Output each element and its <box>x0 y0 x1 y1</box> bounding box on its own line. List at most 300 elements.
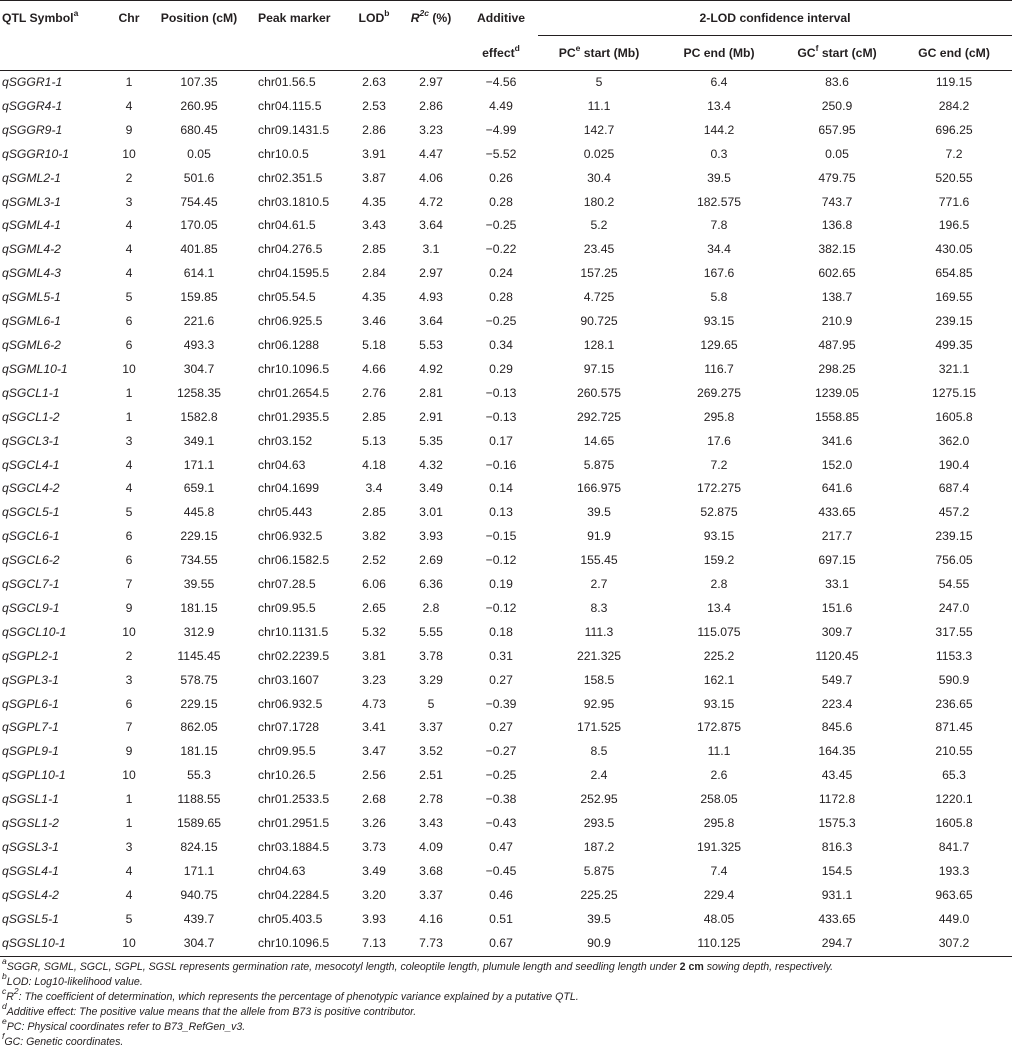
cell-qtl-symbol: qSGCL1-2 <box>2 409 60 424</box>
cell-r2: 5.55 <box>419 624 443 639</box>
cell-peak-marker: chr09.95.5 <box>258 600 316 615</box>
cell-lod: 4.18 <box>362 457 386 472</box>
cell-gc-start: 33.1 <box>825 577 849 592</box>
cell-gc-end: 284.2 <box>938 98 970 113</box>
cell-qtl-symbol: qSGGR9-1 <box>2 122 63 137</box>
cell-r2: 4.16 <box>419 911 443 926</box>
cell-qtl-symbol: qSGML3-1 <box>2 194 61 209</box>
cell-chr: 6 <box>125 529 133 544</box>
cell-position: 754.45 <box>180 194 218 209</box>
cell-gc-start: 1239.05 <box>814 385 860 400</box>
header-additive-line2: effect$^d$ <box>464 36 538 71</box>
cell-pc-start: 8.3 <box>590 600 608 615</box>
cell-gc-end: 457.2 <box>938 505 970 520</box>
cell-r2: 3.49 <box>419 481 443 496</box>
cell-position: 614.1 <box>183 266 215 281</box>
cell-peak-marker: chr10.1096.5 <box>258 361 330 376</box>
cell-qtl-symbol: qSGCL6-1 <box>2 529 60 544</box>
table-row <box>0 358 1012 382</box>
cell-lod: 5.32 <box>362 624 386 639</box>
table-row <box>0 788 1012 812</box>
cell-additive-effect: −0.45 <box>485 863 517 878</box>
cell-position: 171.1 <box>183 863 215 878</box>
cell-pc-end: 167.6 <box>703 266 735 281</box>
cell-position: 107.35 <box>180 75 218 89</box>
cell-pc-end: 34.4 <box>707 242 731 257</box>
cell-position: 862.05 <box>180 720 218 735</box>
cell-qtl-symbol: qSGCL1-1 <box>2 385 60 400</box>
cell-r2: 3.68 <box>419 863 443 878</box>
cell-gc-end: 1275.15 <box>931 385 977 400</box>
cell-pc-start: 5.875 <box>583 457 615 472</box>
cell-position: 181.15 <box>180 600 218 615</box>
cell-lod: 3.93 <box>362 911 386 926</box>
cell-peak-marker: chr09.1431.5 <box>258 122 330 137</box>
cell-r2: 5.35 <box>419 433 443 448</box>
cell-pc-start: 0.025 <box>583 146 615 161</box>
cell-r2: 2.86 <box>419 98 443 113</box>
cell-lod: 2.53 <box>362 98 386 113</box>
cell-pc-end: 115.075 <box>697 624 741 639</box>
cell-position: 39.55 <box>183 577 215 592</box>
cell-gc-end: 687.4 <box>938 481 970 496</box>
cell-r2: 3.64 <box>419 314 443 329</box>
cell-lod: 4.35 <box>362 290 386 305</box>
cell-pc-start: 158.5 <box>583 672 615 687</box>
cell-position: 439.7 <box>183 911 215 926</box>
cell-lod: 4.35 <box>362 194 386 209</box>
cell-pc-start: 30.4 <box>587 170 611 185</box>
cell-additive-effect: −4.99 <box>485 122 517 137</box>
cell-chr: 4 <box>125 887 133 902</box>
cell-qtl-symbol: qSGCL4-2 <box>2 481 60 496</box>
cell-qtl-symbol: qSGSL10-1 <box>0 932 110 956</box>
cell-qtl-symbol: qSGML10-1 <box>2 361 68 376</box>
cell-position: 1145.45 <box>177 648 221 663</box>
footnote-d: $^d$Additive effect: The positive value means that the allele from B73 is positive contributor. <box>2 1001 417 1018</box>
cell-gc-start: 217.7 <box>821 529 853 544</box>
cell-gc-end: 841.7 <box>938 840 970 854</box>
cell-lod: 3.26 <box>362 816 386 831</box>
cell-gc-start: 136.8 <box>821 218 853 233</box>
cell-pc-end: 172.275 <box>696 481 742 496</box>
cell-additive-effect: 4.49 <box>489 98 513 113</box>
cell-lod: 6.06 <box>362 577 386 592</box>
cell-pc-start: 260.575 <box>576 385 622 400</box>
cell-pc-end: 5.8 <box>710 290 728 305</box>
cell-r2: 4.09 <box>419 840 443 854</box>
cell-additive-effect: −0.25 <box>485 218 517 233</box>
table-row <box>0 812 1012 836</box>
cell-pc-start: 91.9 <box>587 529 611 544</box>
cell-pc-end: 17.6 <box>707 433 731 448</box>
cell-r2: 6.36 <box>419 577 443 592</box>
cell-pc-end: 269.275 <box>696 385 742 400</box>
header-gc-end: GC end (cM) <box>896 36 1012 71</box>
table-row <box>0 764 1012 788</box>
cell-gc-start: 657.95 <box>818 122 856 137</box>
cell-gc-start: 549.7 <box>821 672 853 687</box>
cell-lod: 3.43 <box>362 218 386 233</box>
header-lod: LOD$^b$ <box>350 1 398 36</box>
table-row <box>0 621 1012 645</box>
table-row <box>0 932 1012 956</box>
header-pc-end: PC end (Mb) <box>660 36 778 71</box>
cell-gc-start: 154.5 <box>821 863 853 878</box>
table-row <box>0 477 1012 501</box>
cell-position: 493.3 <box>183 337 215 352</box>
cell-additive-effect: 0.34 <box>489 337 513 352</box>
cell-gc-start: 433.65 <box>818 911 856 926</box>
cell-additive-effect: 0.13 <box>489 505 513 520</box>
cell-pc-start: 180.2 <box>583 194 615 209</box>
cell-gc-end: 317.55 <box>935 624 973 639</box>
header-position: Position (cM) <box>148 1 250 36</box>
cell-position: 401.85 <box>180 242 218 257</box>
cell-r2: 4.93 <box>419 290 443 305</box>
cell-gc-end: 54.55 <box>938 577 970 592</box>
cell-lod: 3.20 <box>362 887 386 902</box>
cell-gc-start: 1172.8 <box>818 792 856 807</box>
header-chr: Chr <box>110 1 148 36</box>
cell-additive-effect: −5.52 <box>485 146 517 161</box>
cell-additive-effect: −4.56 <box>485 75 517 89</box>
table-row <box>0 740 1012 764</box>
header-qtl-symbol: QTL Symbol$^a$ <box>0 1 110 36</box>
cell-chr: 5 <box>125 505 133 520</box>
cell-pc-start: 14.65 <box>583 433 615 448</box>
cell-qtl-symbol: qSGML6-1 <box>2 314 61 329</box>
cell-chr: 9 <box>125 600 133 615</box>
cell-additive-effect: −0.13 <box>485 409 517 424</box>
cell-gc-end: 1153.3 <box>935 648 973 663</box>
cell-gc-end: 1220.1 <box>935 792 973 807</box>
cell-additive-effect: −0.25 <box>485 314 517 329</box>
cell-additive-effect: −0.27 <box>485 744 517 759</box>
cell-gc-end: 590.9 <box>938 672 970 687</box>
cell-gc-start: 309.7 <box>821 624 853 639</box>
cell-peak-marker: chr05.403.5 <box>258 911 323 926</box>
cell-peak-marker: chr04.61.5 <box>258 218 316 233</box>
cell-gc-end: 193.3 <box>938 863 970 878</box>
cell-position: 260.95 <box>180 98 218 113</box>
cell-pc-start: 5 <box>595 75 603 89</box>
cell-gc-start: 43.45 <box>821 768 853 783</box>
cell-qtl-symbol: qSGCL7-1 <box>2 577 60 592</box>
cell-pc-start: 171.525 <box>576 720 622 735</box>
cell-additive-effect: 0.18 <box>489 624 513 639</box>
cell-lod: 3.87 <box>362 170 386 185</box>
cell-r2: 2.51 <box>419 768 443 783</box>
cell-r2: 2.78 <box>419 792 443 807</box>
cell-peak-marker: chr06.1582.5 <box>258 553 330 568</box>
cell-gc-start: 223.4 <box>821 696 853 711</box>
cell-peak-marker: chr04.1595.5 <box>258 266 330 281</box>
table-row <box>0 454 1012 478</box>
cell-additive-effect: 0.51 <box>489 911 513 926</box>
cell-qtl-symbol: qSGML6-2 <box>2 337 61 352</box>
cell-qtl-symbol: qSGPL3-1 <box>2 672 59 687</box>
cell-position: 159.85 <box>180 290 218 305</box>
cell-chr: 1 <box>125 816 133 831</box>
cell-peak-marker: chr03.152 <box>258 433 313 448</box>
table-row <box>0 95 1012 119</box>
cell-lod: 2.65 <box>362 600 386 615</box>
cell-qtl-symbol: qSGCL3-1 <box>2 433 60 448</box>
cell-peak-marker: chr01.2951.5 <box>258 816 330 831</box>
cell-qtl-symbol: qSGML4-1 <box>2 218 61 233</box>
cell-r2: 3.23 <box>419 122 443 137</box>
cell-chr: 6 <box>125 696 133 711</box>
cell-position: 940.75 <box>180 887 218 902</box>
cell-additive-effect: −0.39 <box>485 696 517 711</box>
cell-r2: 4.72 <box>419 194 443 209</box>
header-r2: $R^{2c}$ (%) <box>398 1 464 36</box>
cell-position: 171.1 <box>183 457 215 472</box>
cell-gc-end: 449.0 <box>938 911 970 926</box>
cell-r2: 7.73 <box>398 932 464 956</box>
cell-pc-start: 4.725 <box>583 290 615 305</box>
cell-lod: 3.81 <box>362 648 386 663</box>
cell-pc-start: 252.95 <box>580 792 618 807</box>
cell-lod: 3.49 <box>362 863 386 878</box>
cell-r2: 3.29 <box>419 672 443 687</box>
cell-additive-effect: −0.12 <box>485 553 517 568</box>
cell-pc-end: 159.2 <box>703 553 735 568</box>
cell-chr: 1 <box>125 792 133 807</box>
cell-pc-end: 93.15 <box>703 696 735 711</box>
cell-peak-marker: chr01.2533.5 <box>258 792 330 807</box>
cell-r2: 3.43 <box>419 816 443 831</box>
cell-peak-marker: chr04.115.5 <box>258 98 322 113</box>
cell-gc-end: 196.5 <box>938 218 970 233</box>
cell-pc-start: 187.2 <box>583 840 615 854</box>
cell-lod: 2.84 <box>362 266 386 281</box>
cell-pc-start: 292.725 <box>576 409 622 424</box>
cell-pc-end: 39.5 <box>707 170 731 185</box>
cell-peak-marker: chr06.1288 <box>258 337 319 352</box>
cell-chr: 10 <box>122 146 136 161</box>
cell-lod: 3.46 <box>362 314 386 329</box>
cell-lod: 2.76 <box>362 385 386 400</box>
cell-peak-marker: chr07.28.5 <box>258 577 316 592</box>
cell-chr: 4 <box>125 98 133 113</box>
cell-pc-end: 7.4 <box>710 863 728 878</box>
cell-qtl-symbol: qSGCL6-2 <box>2 553 60 568</box>
cell-pc-end: 2.6 <box>710 768 728 783</box>
cell-chr: 2 <box>125 648 133 663</box>
cell-peak-marker: chr07.1728 <box>258 720 319 735</box>
cell-gc-end: 430.05 <box>935 242 973 257</box>
cell-additive-effect: −0.13 <box>485 385 517 400</box>
cell-additive-effect: 0.47 <box>489 840 513 854</box>
cell-position: 304.7 <box>183 361 215 376</box>
cell-qtl-symbol: qSGSL3-1 <box>2 840 59 854</box>
table-row <box>0 597 1012 621</box>
cell-qtl-symbol: qSGCL9-1 <box>2 600 60 615</box>
cell-position: 578.75 <box>180 672 218 687</box>
cell-pc-start: 11.1 <box>587 98 611 113</box>
cell-chr: 3 <box>125 433 133 448</box>
header-gc-start: $GC^f$ start (cM) <box>778 36 896 71</box>
table-row <box>0 430 1012 454</box>
cell-pc-start: 5.2 <box>590 218 608 233</box>
cell-position: 304.7 <box>148 932 250 956</box>
cell-additive-effect: 0.27 <box>489 672 513 687</box>
cell-qtl-symbol: qSGSL4-2 <box>2 887 59 902</box>
cell-lod: 2.85 <box>362 242 386 257</box>
cell-chr: 1 <box>125 385 133 400</box>
cell-peak-marker: chr05.54.5 <box>258 290 316 305</box>
cell-r2: 3.37 <box>419 887 443 902</box>
cell-lod: 3.47 <box>362 744 386 759</box>
cell-pc-end: 110.125 <box>660 932 778 956</box>
cell-pc-end: 229.4 <box>703 887 735 902</box>
cell-peak-marker: chr04.276.5 <box>258 242 323 257</box>
cell-position: 181.15 <box>180 744 218 759</box>
cell-lod: 2.68 <box>362 792 386 807</box>
cell-chr: 4 <box>125 481 133 496</box>
cell-pc-start: 142.7 <box>583 122 615 137</box>
cell-gc-start: 341.6 <box>821 433 853 448</box>
cell-additive-effect: −0.25 <box>485 768 517 783</box>
cell-gc-end: 169.55 <box>935 290 973 305</box>
cell-chr: 4 <box>125 218 133 233</box>
cell-qtl-symbol: qSGGR1-1 <box>2 75 63 89</box>
cell-gc-end: 696.25 <box>935 122 973 137</box>
cell-gc-start: 152.0 <box>821 457 853 472</box>
cell-chr: 10 <box>122 624 136 639</box>
cell-gc-start: 697.15 <box>818 553 856 568</box>
cell-peak-marker: chr03.1810.5 <box>258 194 330 209</box>
cell-gc-end: 871.45 <box>935 720 973 735</box>
cell-gc-end: 963.65 <box>935 887 973 902</box>
cell-r2: 4.92 <box>419 361 443 376</box>
table-row <box>0 693 1012 717</box>
cell-r2: 3.78 <box>419 648 443 663</box>
cell-gc-start: 1558.85 <box>814 409 860 424</box>
cell-r2: 2.91 <box>419 409 443 424</box>
cell-peak-marker: chr06.925.5 <box>258 314 323 329</box>
cell-pc-end: 295.8 <box>703 816 735 831</box>
cell-peak-marker: chr10.26.5 <box>258 768 316 783</box>
cell-chr: 4 <box>125 242 133 257</box>
cell-r2: 3.1 <box>422 242 440 257</box>
cell-gc-end: 7.2 <box>945 146 963 161</box>
cell-peak-marker: chr04.1699 <box>258 481 319 496</box>
cell-r2: 3.01 <box>419 505 443 520</box>
cell-qtl-symbol: qSGGR4-1 <box>2 98 63 113</box>
cell-gc-start: 816.3 <box>821 840 853 854</box>
cell-peak-marker: chr02.351.5 <box>258 170 323 185</box>
cell-gc-start: 294.7 <box>778 932 896 956</box>
cell-gc-start: 0.05 <box>825 146 849 161</box>
cell-gc-end: 654.85 <box>935 266 973 281</box>
cell-peak-marker: chr02.2239.5 <box>258 648 330 663</box>
cell-peak-marker: chr01.2654.5 <box>258 385 330 400</box>
cell-qtl-symbol: qSGPL6-1 <box>2 696 59 711</box>
cell-gc-start: 382.15 <box>818 242 856 257</box>
table-row <box>0 238 1012 262</box>
cell-lod: 2.85 <box>362 505 386 520</box>
cell-qtl-symbol: qSGCL4-1 <box>2 457 60 472</box>
cell-r2: 5.53 <box>419 337 443 352</box>
cell-additive-effect: −0.12 <box>485 600 517 615</box>
cell-additive-effect: −0.38 <box>485 792 517 807</box>
cell-pc-end: 116.7 <box>704 361 734 376</box>
cell-chr: 2 <box>125 170 133 185</box>
cell-additive-effect: 0.27 <box>489 720 513 735</box>
table-row <box>0 143 1012 167</box>
cell-position: 170.05 <box>180 218 218 233</box>
cell-position: 1258.35 <box>176 385 222 400</box>
cell-peak-marker: chr03.1607 <box>258 672 319 687</box>
cell-gc-start: 164.35 <box>818 744 856 759</box>
cell-qtl-symbol: qSGPL7-1 <box>2 720 59 735</box>
cell-gc-start: 250.9 <box>821 98 853 113</box>
cell-chr: 1 <box>125 409 133 424</box>
cell-pc-start: 2.7 <box>590 577 608 592</box>
cell-position: 229.15 <box>180 529 218 544</box>
cell-gc-end: 520.55 <box>935 170 973 185</box>
table-header <box>0 1 1012 71</box>
cell-pc-end: 7.8 <box>710 218 728 233</box>
cell-additive-effect: 0.26 <box>489 170 513 185</box>
header-ci-group: 2-LOD confidence interval <box>538 1 1012 36</box>
cell-qtl-symbol: qSGPL2-1 <box>2 648 59 663</box>
cell-chr: 7 <box>125 720 133 735</box>
cell-pc-start: 128.1 <box>583 337 615 352</box>
cell-lod: 5.13 <box>362 433 386 448</box>
cell-pc-end: 11.1 <box>707 744 731 759</box>
cell-additive-effect: 0.14 <box>489 481 513 496</box>
cell-chr: 9 <box>125 122 133 137</box>
cell-position: 349.1 <box>183 433 215 448</box>
cell-peak-marker: chr10.1096.5 <box>250 932 350 956</box>
cell-additive-effect: −0.16 <box>485 457 517 472</box>
cell-peak-marker: chr04.2284.5 <box>258 887 330 902</box>
cell-position: 680.45 <box>180 122 218 137</box>
cell-pc-end: 6.4 <box>710 75 728 89</box>
cell-r2: 4.32 <box>419 457 443 472</box>
cell-pc-end: 52.875 <box>700 505 738 520</box>
table-row <box>0 167 1012 191</box>
table-row <box>0 716 1012 740</box>
table-row <box>0 262 1012 286</box>
cell-lod: 2.56 <box>362 768 386 783</box>
cell-pc-end: 225.2 <box>703 648 735 663</box>
cell-qtl-symbol: qSGPL9-1 <box>2 744 59 759</box>
cell-r2: 4.06 <box>419 170 443 185</box>
cell-gc-end: 239.15 <box>935 314 973 329</box>
cell-chr: 10 <box>122 361 136 376</box>
table-row <box>0 645 1012 669</box>
cell-gc-start: 641.6 <box>821 481 853 496</box>
cell-pc-start: 39.5 <box>587 911 611 926</box>
cell-gc-end: 247.0 <box>938 600 970 615</box>
footnote-c: $^cR^2$: The coefficient of determination, which represents the percentage of phenotypic variance explained by a putative QTL. <box>2 986 579 1003</box>
cell-pc-start: 157.25 <box>580 266 618 281</box>
table-row <box>0 669 1012 693</box>
cell-chr: 5 <box>125 290 133 305</box>
cell-pc-start: 5.875 <box>583 863 615 878</box>
cell-position: 445.8 <box>183 505 215 520</box>
cell-peak-marker: chr10.0.5 <box>258 146 309 161</box>
footnote-f: $^f$GC: Genetic coordinates. <box>2 1031 124 1048</box>
cell-pc-end: 162.1 <box>703 672 735 687</box>
table-row <box>0 836 1012 860</box>
cell-pc-start: 90.9 <box>538 932 660 956</box>
